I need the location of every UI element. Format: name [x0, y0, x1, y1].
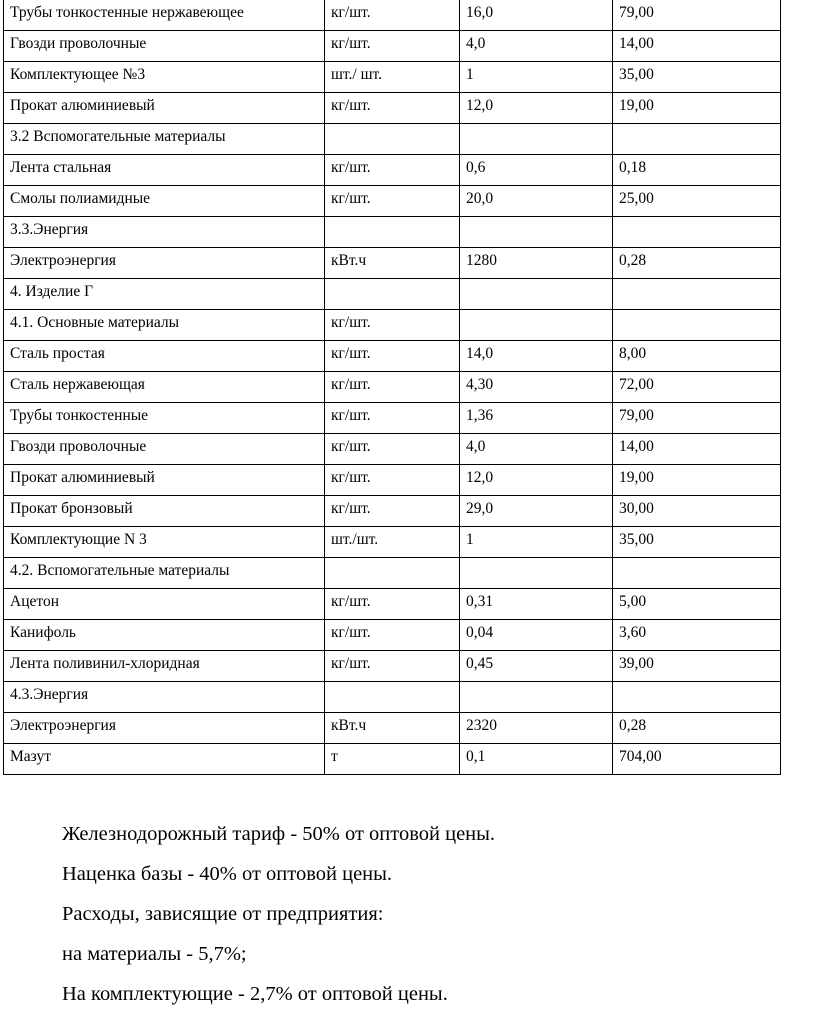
item-name-cell: Лента поливинил-хлоридная — [4, 651, 325, 682]
price-cell — [613, 558, 781, 589]
price-cell: 19,00 — [613, 465, 781, 496]
unit-cell — [325, 124, 460, 155]
table-row — [4, 496, 781, 527]
unit-cell: кг/шт. — [325, 434, 460, 465]
quantity-cell: 29,0 — [460, 496, 613, 527]
unit-cell: кг/шт. — [325, 341, 460, 372]
table-row — [4, 372, 781, 403]
item-name-cell: Трубы тонкостенные — [4, 403, 325, 434]
table-row — [4, 713, 781, 744]
quantity-cell: 12,0 — [460, 93, 613, 124]
table-row — [4, 93, 781, 124]
unit-cell: кг/шт. — [325, 403, 460, 434]
table-row — [4, 124, 781, 155]
item-name-cell: Мазут — [4, 744, 325, 775]
quantity-cell: 1,36 — [460, 403, 613, 434]
quantity-cell — [460, 310, 613, 341]
table-row — [4, 341, 781, 372]
price-cell: 39,00 — [613, 651, 781, 682]
quantity-cell: 0,45 — [460, 651, 613, 682]
quantity-cell: 14,0 — [460, 341, 613, 372]
quantity-cell: 4,30 — [460, 372, 613, 403]
item-name-cell: Сталь простая — [4, 341, 325, 372]
table-row — [4, 62, 781, 93]
table-row — [4, 279, 781, 310]
price-cell: 25,00 — [613, 186, 781, 217]
item-name-cell: Электроэнергия — [4, 713, 325, 744]
note-enterprise-expenses: Расходы, зависящие от предприятия: — [62, 903, 384, 925]
table-row — [4, 465, 781, 496]
unit-cell: кг/шт. — [325, 186, 460, 217]
price-cell: 72,00 — [613, 372, 781, 403]
item-name-cell: Гвозди проволочные — [4, 31, 325, 62]
unit-cell: кг/шт. — [325, 93, 460, 124]
quantity-cell: 1 — [460, 527, 613, 558]
price-cell: 79,00 — [613, 0, 781, 31]
price-cell: 8,00 — [613, 341, 781, 372]
quantity-cell — [460, 558, 613, 589]
table-row — [4, 434, 781, 465]
table-row — [4, 186, 781, 217]
table-row — [4, 651, 781, 682]
item-name-cell: Электроэнергия — [4, 248, 325, 279]
table-row — [4, 744, 781, 775]
unit-cell: кВт.ч — [325, 713, 460, 744]
price-cell — [613, 217, 781, 248]
price-cell: 14,00 — [613, 434, 781, 465]
unit-cell: т — [325, 744, 460, 775]
table-row — [4, 217, 781, 248]
table-row — [4, 527, 781, 558]
unit-cell — [325, 682, 460, 713]
unit-cell: кг/шт. — [325, 372, 460, 403]
item-name-cell: Трубы тонкостенные нержавеющее — [4, 0, 325, 31]
price-cell: 79,00 — [613, 403, 781, 434]
unit-cell: кг/шт. — [325, 651, 460, 682]
quantity-cell — [460, 124, 613, 155]
table-row — [4, 155, 781, 186]
price-cell: 35,00 — [613, 527, 781, 558]
item-name-cell: Ацетон — [4, 589, 325, 620]
unit-cell: шт./ шт. — [325, 62, 460, 93]
note-materials-expenses: на материалы - 5,7%; — [62, 943, 247, 965]
item-name-cell: Лента стальная — [4, 155, 325, 186]
quantity-cell: 1 — [460, 62, 613, 93]
note-railway-tariff: Железнодорожный тариф - 50% от оптовой цены. — [62, 823, 496, 845]
table-row — [4, 0, 781, 31]
unit-cell: кг/шт. — [325, 620, 460, 651]
item-name-cell: Канифоль — [4, 620, 325, 651]
note-base-markup: Наценка базы - 40% от оптовой цены. — [62, 863, 393, 885]
quantity-cell: 4,0 — [460, 434, 613, 465]
price-cell: 35,00 — [613, 62, 781, 93]
unit-cell: кг/шт. — [325, 310, 460, 341]
item-name-cell: 4.1. Основные материалы — [4, 310, 325, 341]
quantity-cell: 2320 — [460, 713, 613, 744]
price-cell — [613, 279, 781, 310]
quantity-cell: 16,0 — [460, 0, 613, 31]
price-cell: 3,60 — [613, 620, 781, 651]
item-name-cell: 4. Изделие Г — [4, 279, 325, 310]
item-name-cell: Смолы полиамидные — [4, 186, 325, 217]
table-row — [4, 558, 781, 589]
item-name-cell: 3.3.Энергия — [4, 217, 325, 248]
price-cell: 0,28 — [613, 248, 781, 279]
price-cell: 0,18 — [613, 155, 781, 186]
quantity-cell — [460, 217, 613, 248]
unit-cell: кг/шт. — [325, 155, 460, 186]
quantity-cell — [460, 682, 613, 713]
item-name-cell: 3.2 Вспомогательные материалы — [4, 124, 325, 155]
price-cell: 14,00 — [613, 31, 781, 62]
unit-cell: шт./шт. — [325, 527, 460, 558]
item-name-cell: Прокат алюминиевый — [4, 465, 325, 496]
item-name-cell: Прокат бронзовый — [4, 496, 325, 527]
price-cell: 704,00 — [613, 744, 781, 775]
table-row — [4, 248, 781, 279]
materials-table-body — [4, 0, 781, 775]
quantity-cell: 12,0 — [460, 465, 613, 496]
table-row — [4, 682, 781, 713]
table-row — [4, 403, 781, 434]
table-row — [4, 589, 781, 620]
unit-cell — [325, 558, 460, 589]
table-row — [4, 620, 781, 651]
price-cell — [613, 124, 781, 155]
materials-table — [3, 0, 781, 775]
item-name-cell: Гвозди проволочные — [4, 434, 325, 465]
item-name-cell: Прокат алюминиевый — [4, 93, 325, 124]
price-cell — [613, 310, 781, 341]
unit-cell: кг/шт. — [325, 0, 460, 31]
note-components-expenses: На комплектующие - 2,7% от оптовой цены. — [62, 983, 448, 1005]
item-name-cell: 4.2. Вспомогательные материалы — [4, 558, 325, 589]
quantity-cell: 0,1 — [460, 744, 613, 775]
notes-block — [62, 814, 495, 1014]
quantity-cell — [460, 279, 613, 310]
quantity-cell: 0,6 — [460, 155, 613, 186]
unit-cell — [325, 279, 460, 310]
price-cell: 19,00 — [613, 93, 781, 124]
table-row — [4, 310, 781, 341]
price-cell: 0,28 — [613, 713, 781, 744]
item-name-cell: Комплектующие N 3 — [4, 527, 325, 558]
quantity-cell: 0,04 — [460, 620, 613, 651]
item-name-cell: 4.3.Энергия — [4, 682, 325, 713]
price-cell: 30,00 — [613, 496, 781, 527]
unit-cell: кг/шт. — [325, 31, 460, 62]
unit-cell: кВт.ч — [325, 248, 460, 279]
price-cell: 5,00 — [613, 589, 781, 620]
unit-cell — [325, 217, 460, 248]
quantity-cell: 1280 — [460, 248, 613, 279]
table-row — [4, 31, 781, 62]
quantity-cell: 0,31 — [460, 589, 613, 620]
unit-cell: кг/шт. — [325, 496, 460, 527]
unit-cell: кг/шт. — [325, 465, 460, 496]
quantity-cell: 4,0 — [460, 31, 613, 62]
price-cell — [613, 682, 781, 713]
item-name-cell: Сталь нержавеющая — [4, 372, 325, 403]
quantity-cell: 20,0 — [460, 186, 613, 217]
item-name-cell: Комплектующее №3 — [4, 62, 325, 93]
unit-cell: кг/шт. — [325, 589, 460, 620]
